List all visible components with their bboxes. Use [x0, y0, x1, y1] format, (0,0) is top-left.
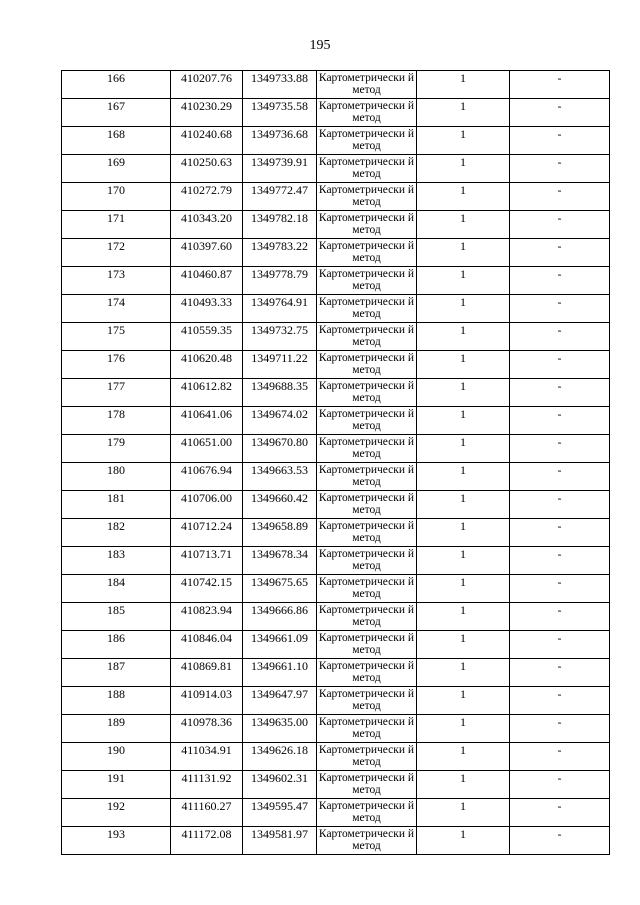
description-cell: - — [510, 519, 610, 547]
y-coordinate-cell: 1349782.18 — [243, 211, 317, 239]
table-row — [62, 99, 610, 127]
method-cell — [317, 323, 417, 351]
x-coordinate-cell: 410460.87 — [171, 267, 243, 295]
x-coordinate-cell: 410343.20 — [171, 211, 243, 239]
method-cell — [317, 743, 417, 771]
point-number-cell: 185 — [62, 603, 171, 631]
y-coordinate-cell: 1349626.18 — [243, 743, 317, 771]
accuracy-cell: 1 — [417, 463, 510, 491]
point-number-cell: 168 — [62, 127, 171, 155]
method-text: Картометрически й метод — [318, 408, 415, 432]
description-cell: - — [510, 799, 610, 827]
accuracy-cell: 1 — [417, 827, 510, 855]
method-cell — [317, 547, 417, 575]
x-coordinate-cell: 410272.79 — [171, 183, 243, 211]
description-cell: - — [510, 211, 610, 239]
x-coordinate-cell: 410397.60 — [171, 239, 243, 267]
y-coordinate-cell: 1349670.80 — [243, 435, 317, 463]
point-number-cell: 176 — [62, 351, 171, 379]
table-row — [62, 631, 610, 659]
method-text: Картометрически й метод — [318, 576, 415, 600]
method-cell — [317, 659, 417, 687]
description-cell: - — [510, 603, 610, 631]
y-coordinate-cell: 1349688.35 — [243, 379, 317, 407]
method-cell — [317, 771, 417, 799]
x-coordinate-cell: 410651.00 — [171, 435, 243, 463]
x-coordinate-cell: 410742.15 — [171, 575, 243, 603]
table-row — [62, 519, 610, 547]
method-text: Картометрически й метод — [318, 436, 415, 460]
point-number-cell: 189 — [62, 715, 171, 743]
method-cell — [317, 687, 417, 715]
y-coordinate-cell: 1349675.65 — [243, 575, 317, 603]
table-row — [62, 267, 610, 295]
x-coordinate-cell: 410713.71 — [171, 547, 243, 575]
method-text: Картометрически й метод — [318, 604, 415, 628]
table-row — [62, 351, 610, 379]
x-coordinate-cell: 410207.76 — [171, 71, 243, 99]
y-coordinate-cell: 1349663.53 — [243, 463, 317, 491]
y-coordinate-cell: 1349733.88 — [243, 71, 317, 99]
description-cell: - — [510, 435, 610, 463]
y-coordinate-cell: 1349739.91 — [243, 155, 317, 183]
x-coordinate-cell: 410706.00 — [171, 491, 243, 519]
y-coordinate-cell: 1349660.42 — [243, 491, 317, 519]
method-text: Картометрически й метод — [318, 380, 415, 404]
point-number-cell: 181 — [62, 491, 171, 519]
point-number-cell: 173 — [62, 267, 171, 295]
point-number-cell: 170 — [62, 183, 171, 211]
description-cell: - — [510, 407, 610, 435]
point-number-cell: 179 — [62, 435, 171, 463]
accuracy-cell: 1 — [417, 239, 510, 267]
accuracy-cell: 1 — [417, 519, 510, 547]
table-row — [62, 659, 610, 687]
accuracy-cell: 1 — [417, 687, 510, 715]
table-row — [62, 715, 610, 743]
y-coordinate-cell: 1349778.79 — [243, 267, 317, 295]
x-coordinate-cell: 410978.36 — [171, 715, 243, 743]
method-text: Картометрически й метод — [318, 772, 415, 796]
accuracy-cell: 1 — [417, 659, 510, 687]
x-coordinate-cell: 411034.91 — [171, 743, 243, 771]
accuracy-cell: 1 — [417, 743, 510, 771]
description-cell: - — [510, 547, 610, 575]
accuracy-cell: 1 — [417, 295, 510, 323]
accuracy-cell: 1 — [417, 491, 510, 519]
table-row — [62, 379, 610, 407]
table-row — [62, 771, 610, 799]
method-text: Картометрически й метод — [318, 632, 415, 656]
accuracy-cell: 1 — [417, 267, 510, 295]
table-row — [62, 463, 610, 491]
method-text: Картометрически й метод — [318, 688, 415, 712]
y-coordinate-cell: 1349678.34 — [243, 547, 317, 575]
accuracy-cell: 1 — [417, 99, 510, 127]
y-coordinate-cell: 1349772.47 — [243, 183, 317, 211]
point-number-cell: 193 — [62, 827, 171, 855]
point-number-cell: 190 — [62, 743, 171, 771]
x-coordinate-cell: 411131.92 — [171, 771, 243, 799]
description-cell: - — [510, 183, 610, 211]
point-number-cell: 172 — [62, 239, 171, 267]
method-cell — [317, 267, 417, 295]
accuracy-cell: 1 — [417, 799, 510, 827]
method-cell — [317, 71, 417, 99]
accuracy-cell: 1 — [417, 71, 510, 99]
table-row — [62, 155, 610, 183]
method-text: Картометрически й метод — [318, 72, 415, 96]
point-number-cell: 186 — [62, 631, 171, 659]
method-text: Картометрически й метод — [318, 212, 415, 236]
x-coordinate-cell: 410240.68 — [171, 127, 243, 155]
description-cell: - — [510, 491, 610, 519]
y-coordinate-cell: 1349666.86 — [243, 603, 317, 631]
table-row — [62, 827, 610, 855]
accuracy-cell: 1 — [417, 379, 510, 407]
y-coordinate-cell: 1349764.91 — [243, 295, 317, 323]
method-cell — [317, 407, 417, 435]
table-row — [62, 575, 610, 603]
method-text: Картометрически й метод — [318, 716, 415, 740]
y-coordinate-cell: 1349658.89 — [243, 519, 317, 547]
method-text: Картометрически й метод — [318, 828, 415, 852]
point-number-cell: 177 — [62, 379, 171, 407]
method-cell — [317, 463, 417, 491]
method-text: Картометрически й метод — [318, 520, 415, 544]
y-coordinate-cell: 1349647.97 — [243, 687, 317, 715]
method-text: Картометрически й метод — [318, 660, 415, 684]
method-cell — [317, 127, 417, 155]
method-text: Картометрически й метод — [318, 296, 415, 320]
y-coordinate-cell: 1349595.47 — [243, 799, 317, 827]
description-cell: - — [510, 99, 610, 127]
description-cell: - — [510, 295, 610, 323]
method-text: Картометрически й метод — [318, 464, 415, 488]
method-cell — [317, 491, 417, 519]
y-coordinate-cell: 1349661.09 — [243, 631, 317, 659]
point-number-cell: 169 — [62, 155, 171, 183]
description-cell: - — [510, 155, 610, 183]
description-cell: - — [510, 71, 610, 99]
description-cell: - — [510, 631, 610, 659]
method-cell — [317, 99, 417, 127]
method-text: Картометрически й метод — [318, 548, 415, 572]
x-coordinate-cell: 410676.94 — [171, 463, 243, 491]
y-coordinate-cell: 1349635.00 — [243, 715, 317, 743]
method-cell — [317, 211, 417, 239]
point-number-cell: 184 — [62, 575, 171, 603]
description-cell: - — [510, 771, 610, 799]
method-cell — [317, 351, 417, 379]
point-number-cell: 183 — [62, 547, 171, 575]
accuracy-cell: 1 — [417, 631, 510, 659]
description-cell: - — [510, 743, 610, 771]
method-text: Картометрически й метод — [318, 128, 415, 152]
table-row — [62, 211, 610, 239]
point-number-cell: 180 — [62, 463, 171, 491]
description-cell: - — [510, 351, 610, 379]
y-coordinate-cell: 1349581.97 — [243, 827, 317, 855]
accuracy-cell: 1 — [417, 127, 510, 155]
method-text: Картометрически й метод — [318, 156, 415, 180]
method-cell — [317, 183, 417, 211]
x-coordinate-cell: 410230.29 — [171, 99, 243, 127]
table-row — [62, 407, 610, 435]
accuracy-cell: 1 — [417, 155, 510, 183]
description-cell: - — [510, 379, 610, 407]
y-coordinate-cell: 1349711.22 — [243, 351, 317, 379]
point-number-cell: 174 — [62, 295, 171, 323]
method-cell — [317, 827, 417, 855]
method-cell — [317, 799, 417, 827]
method-cell — [317, 575, 417, 603]
point-number-cell: 182 — [62, 519, 171, 547]
page-number: 195 — [309, 38, 331, 53]
coordinates-table — [61, 70, 610, 855]
description-cell: - — [510, 687, 610, 715]
method-cell — [317, 631, 417, 659]
method-text: Картометрически й метод — [318, 184, 415, 208]
table-row — [62, 603, 610, 631]
accuracy-cell: 1 — [417, 771, 510, 799]
accuracy-cell: 1 — [417, 323, 510, 351]
x-coordinate-cell: 410712.24 — [171, 519, 243, 547]
x-coordinate-cell: 411160.27 — [171, 799, 243, 827]
x-coordinate-cell: 410914.03 — [171, 687, 243, 715]
method-cell — [317, 155, 417, 183]
table-row — [62, 435, 610, 463]
x-coordinate-cell: 410250.63 — [171, 155, 243, 183]
method-cell — [317, 519, 417, 547]
description-cell: - — [510, 323, 610, 351]
accuracy-cell: 1 — [417, 603, 510, 631]
method-cell — [317, 295, 417, 323]
point-number-cell: 192 — [62, 799, 171, 827]
y-coordinate-cell: 1349602.31 — [243, 771, 317, 799]
method-cell — [317, 603, 417, 631]
table-row — [62, 491, 610, 519]
x-coordinate-cell: 410559.35 — [171, 323, 243, 351]
method-cell — [317, 379, 417, 407]
description-cell: - — [510, 127, 610, 155]
method-text: Картометрически й метод — [318, 240, 415, 264]
point-number-cell: 178 — [62, 407, 171, 435]
table-row — [62, 295, 610, 323]
y-coordinate-cell: 1349732.75 — [243, 323, 317, 351]
accuracy-cell: 1 — [417, 407, 510, 435]
accuracy-cell: 1 — [417, 715, 510, 743]
method-cell — [317, 239, 417, 267]
table-row — [62, 547, 610, 575]
method-cell — [317, 715, 417, 743]
x-coordinate-cell: 410823.94 — [171, 603, 243, 631]
point-number-cell: 187 — [62, 659, 171, 687]
method-text: Картометрически й метод — [318, 268, 415, 292]
method-text: Картометрически й метод — [318, 324, 415, 348]
point-number-cell: 166 — [62, 71, 171, 99]
coordinates-table-body — [62, 71, 610, 855]
description-cell: - — [510, 575, 610, 603]
table-row — [62, 239, 610, 267]
method-text: Картометрически й метод — [318, 352, 415, 376]
description-cell: - — [510, 239, 610, 267]
table-row — [62, 323, 610, 351]
x-coordinate-cell: 410869.81 — [171, 659, 243, 687]
y-coordinate-cell: 1349735.58 — [243, 99, 317, 127]
x-coordinate-cell: 411172.08 — [171, 827, 243, 855]
accuracy-cell: 1 — [417, 351, 510, 379]
accuracy-cell: 1 — [417, 211, 510, 239]
accuracy-cell: 1 — [417, 183, 510, 211]
table-row — [62, 127, 610, 155]
table-row — [62, 687, 610, 715]
description-cell: - — [510, 659, 610, 687]
y-coordinate-cell: 1349783.22 — [243, 239, 317, 267]
accuracy-cell: 1 — [417, 547, 510, 575]
description-cell: - — [510, 463, 610, 491]
method-cell — [317, 435, 417, 463]
point-number-cell: 191 — [62, 771, 171, 799]
x-coordinate-cell: 410620.48 — [171, 351, 243, 379]
description-cell: - — [510, 827, 610, 855]
method-text: Картометрически й метод — [318, 492, 415, 516]
y-coordinate-cell: 1349736.68 — [243, 127, 317, 155]
x-coordinate-cell: 410493.33 — [171, 295, 243, 323]
table-row — [62, 743, 610, 771]
y-coordinate-cell: 1349674.02 — [243, 407, 317, 435]
point-number-cell: 175 — [62, 323, 171, 351]
x-coordinate-cell: 410641.06 — [171, 407, 243, 435]
table-row — [62, 71, 610, 99]
description-cell: - — [510, 267, 610, 295]
method-text: Картометрически й метод — [318, 800, 415, 824]
method-text: Картометрически й метод — [318, 744, 415, 768]
accuracy-cell: 1 — [417, 575, 510, 603]
y-coordinate-cell: 1349661.10 — [243, 659, 317, 687]
table-row — [62, 183, 610, 211]
table-row — [62, 799, 610, 827]
x-coordinate-cell: 410612.82 — [171, 379, 243, 407]
point-number-cell: 167 — [62, 99, 171, 127]
method-text: Картометрически й метод — [318, 100, 415, 124]
description-cell: - — [510, 715, 610, 743]
x-coordinate-cell: 410846.04 — [171, 631, 243, 659]
point-number-cell: 188 — [62, 687, 171, 715]
accuracy-cell: 1 — [417, 435, 510, 463]
point-number-cell: 171 — [62, 211, 171, 239]
